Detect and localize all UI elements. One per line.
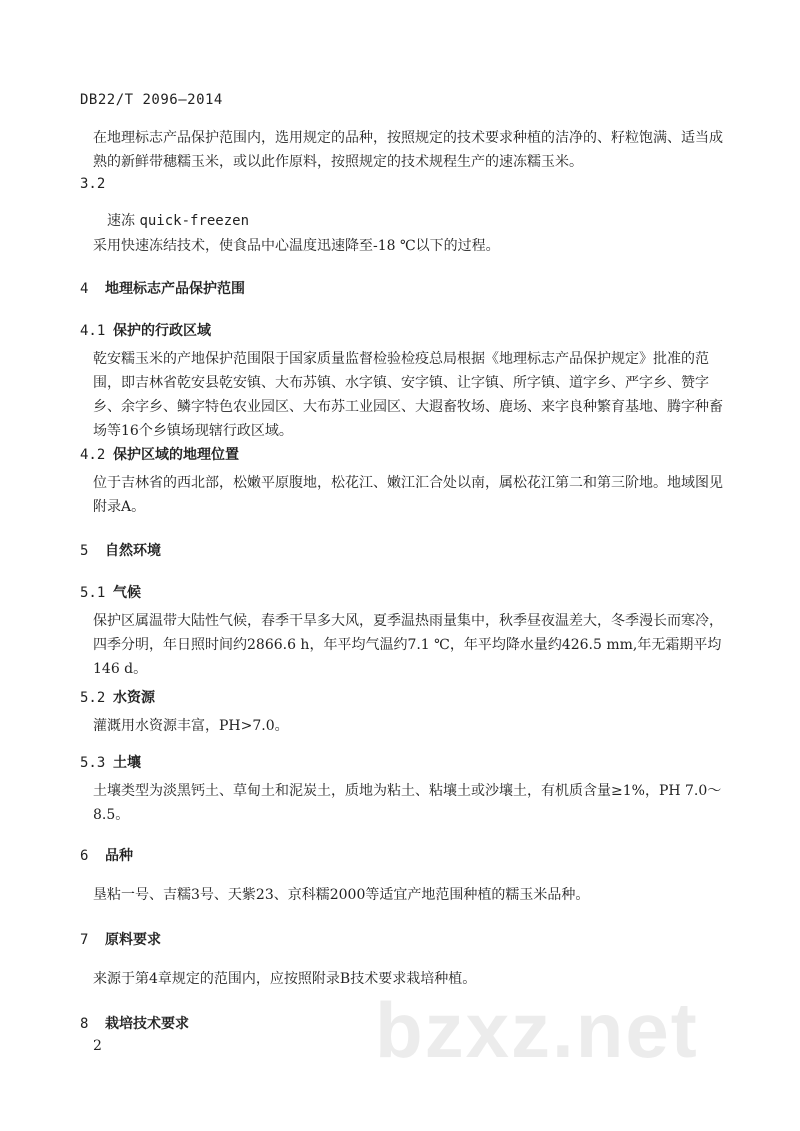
heading-6 <box>80 845 133 865</box>
heading-5-2 <box>80 687 155 707</box>
heading-5 <box>80 540 161 560</box>
document-code: DB22/T 2096—2014 <box>80 92 223 108</box>
heading-number: 5.1 <box>80 585 106 601</box>
watermark: bzxz.net <box>375 986 699 1074</box>
heading-title: 品种 <box>105 848 133 864</box>
heading-number: 8 <box>80 1016 89 1032</box>
heading-number: 4.2 <box>80 447 106 463</box>
paragraph-3-2: 采用快速冻结技术，使食品中心温度迅速降至-18 ℃以下的过程。 <box>93 238 500 254</box>
heading-5-3 <box>80 752 141 772</box>
heading-4-1 <box>80 320 211 340</box>
heading-number: 5.2 <box>80 690 106 706</box>
heading-number: 6 <box>80 848 89 864</box>
paragraph-6: 垦粘一号、吉糯3号、天紫23、京科糯2000等适宜产地范围种植的糯玉米品种。 <box>93 887 590 903</box>
heading-4-2 <box>80 444 239 464</box>
heading-number: 7 <box>80 932 89 948</box>
heading-7 <box>80 929 161 949</box>
paragraph-5-2: 灌溉用水资源丰富，PH>7.0。 <box>93 718 289 734</box>
clause-number-3-2: 3.2 <box>80 176 106 192</box>
heading-8 <box>80 1013 189 1033</box>
heading-title: 水资源 <box>113 690 155 706</box>
heading-title: 保护的行政区域 <box>113 323 211 339</box>
paragraph-4-2: 位于吉林省的西北部，松嫩平原腹地，松花江、嫩江汇合处以南，属松花江第二和第三阶地。地域图见附录A。 <box>93 475 723 515</box>
heading-title: 土壤 <box>113 755 141 771</box>
paragraph-4-1: 乾安糯玉米的产地保护范围限于国家质量监督检验检疫总局根据《地理标志产品保护规定》批准的范围，即吉林省乾安县乾安镇、大布苏镇、水字镇、安字镇、让字镇、所字镇、道字乡、严字乡、赞字乡、余字乡、鳞字特色农业园区、大布苏工业园区、大遐畜牧场、鹿场、来字良种繁育基地、腾字种畜场等16个乡镇场现辖行政区域。 <box>93 351 723 439</box>
term-english: quick-freezen <box>139 213 250 229</box>
heading-title: 气候 <box>113 585 141 601</box>
heading-title: 地理标志产品保护范围 <box>105 281 245 297</box>
heading-title: 自然环境 <box>105 543 161 559</box>
heading-title: 保护区域的地理位置 <box>113 447 239 463</box>
heading-number: 4 <box>80 281 89 297</box>
heading-title: 原料要求 <box>105 932 161 948</box>
heading-number: 4.1 <box>80 323 106 339</box>
term-entry <box>107 210 249 230</box>
paragraph-intro: 在地理标志产品保护范围内，选用规定的品种，按照规定的技术要求种植的洁净的、籽粒饱满、适当成熟的新鲜带穗糯玉米，或以此作原料，按照规定的技术规程生产的速冻糯玉米。 <box>93 130 723 170</box>
paragraph-5-1: 保护区属温带大陆性气候，春季干旱多大风，夏季温热雨量集中，秋季昼夜温差大，冬季漫长而寒冷，四季分明，年日照时间约2866.6 h，年平均气温约7.1 ℃，年平均降水量约426.5 mm,年无霜期平均146 d。 <box>93 613 723 677</box>
heading-number: 5.3 <box>80 755 106 771</box>
paragraph-5-3: 土壤类型为淡黑钙土、草甸土和泥炭土，质地为粘土、粘壤土或沙壤土，有机质含量≥1%，PH 7.0～8.5。 <box>93 783 722 823</box>
page-number: 2 <box>93 1038 102 1054</box>
heading-5-1 <box>80 582 141 602</box>
heading-number: 5 <box>80 543 89 559</box>
term-chinese: 速冻 <box>107 213 135 229</box>
paragraph-7: 来源于第4章规定的范围内，应按照附录B技术要求栽培种植。 <box>93 971 477 987</box>
heading-title: 栽培技术要求 <box>105 1016 189 1032</box>
heading-4 <box>80 278 245 298</box>
